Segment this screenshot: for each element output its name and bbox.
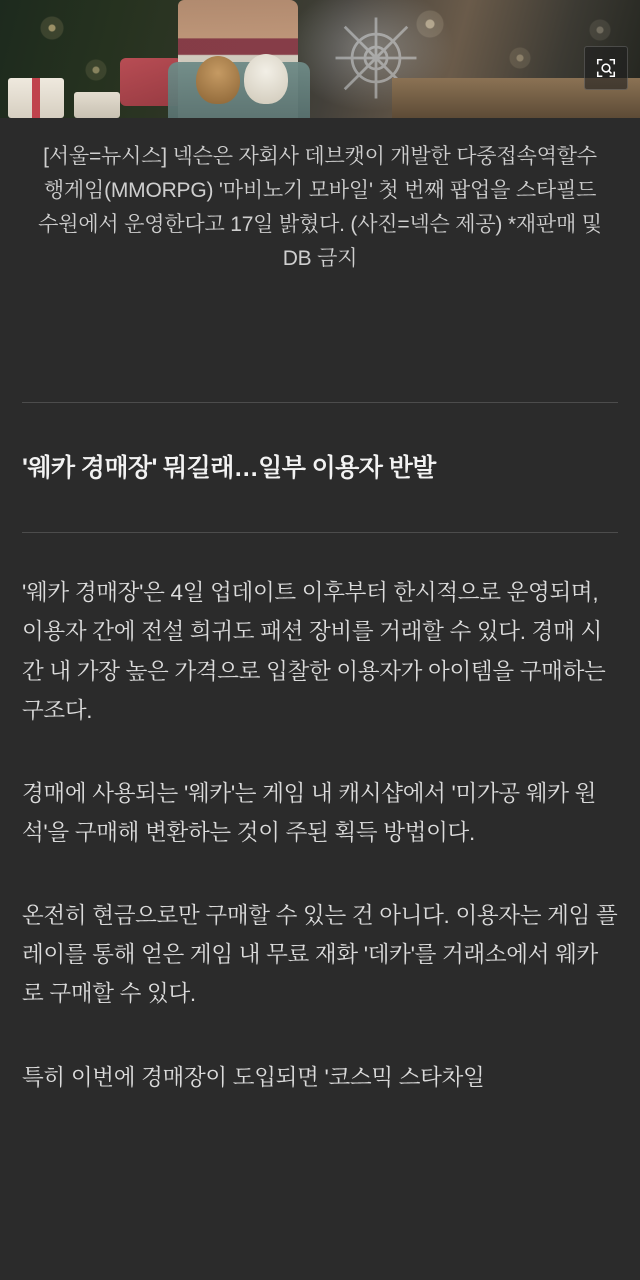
expand-photo-button[interactable]: [584, 46, 628, 90]
article-photo[interactable]: [0, 0, 640, 118]
photo-subject-skirt: [168, 62, 310, 118]
photo-decor-plush-bear: [196, 56, 240, 104]
article-body: [0, 533, 640, 1136]
expand-photo-icon: [595, 57, 617, 79]
photo-caption: [서울=뉴시스] 넥슨은 자회사 데브캣이 개발한 다중접속역할수행게임(MMORPG) '마비노기 모바일' 첫 번째 팝업을 스타필드 수원에서 운영한다고 17일 밝혔다. (사진=넥슨 제공) *재판매 및 DB 금지: [38, 145, 602, 271]
body-paragraph: 특히 이번에 경매장이 도입되면 '코스믹 스타차일: [22, 1064, 485, 1090]
section-subheading: '웨카 경매장' 뭐길래…일부 이용자 반발: [22, 453, 436, 482]
body-paragraph: '웨카 경매장'은 4일 업데이트 이후부터 한시적으로 운영되며, 이용자 간에 전설 희귀도 패션 장비를 거래할 수 있다. 경매 시간 내 가장 높은 가격으로 입찰한 이용자가 아이템을 구매하는 구조다.: [22, 580, 606, 723]
body-paragraph: 경매에 사용되는 '웨카'는 게임 내 캐시샵에서 '미가공 웨카 원석'을 구매해 변환하는 것이 주된 획득 방법이다.: [22, 780, 597, 846]
photo-decor-gift-small: [74, 92, 120, 118]
photo-decor-plush-white: [244, 54, 288, 104]
body-paragraph: 온전히 현금으로만 구매할 수 있는 건 아니다. 이용자는 게임 플레이를 통해 얻은 게임 내 무료 재화 '데카'를 거래소에서 웨카로 구매할 수 있다.: [22, 903, 618, 1007]
photo-decor-gift-large: [8, 78, 64, 118]
section-subheading-block: [22, 402, 618, 533]
